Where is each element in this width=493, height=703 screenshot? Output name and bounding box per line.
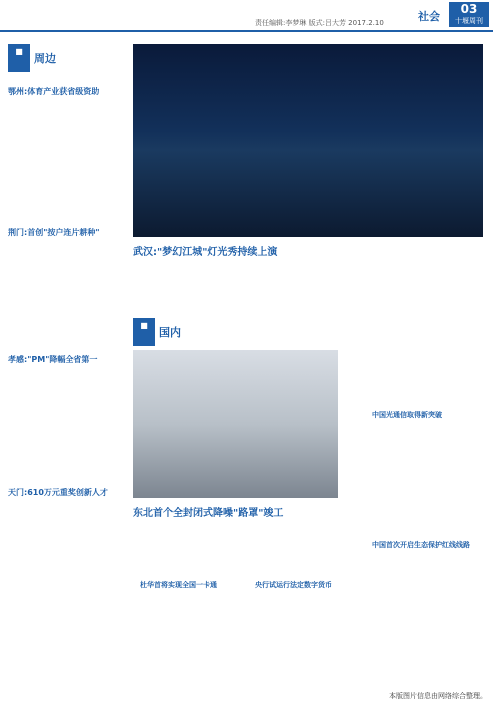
left-subhead-3: 孝感:"PM"降幅全省第一 <box>8 355 98 364</box>
page-number-box <box>449 2 489 27</box>
article-2-headline: 东北首个全封闭式降噪"路罩"竣工 <box>133 508 284 519</box>
photo-road-enclosure <box>133 350 338 498</box>
left-column <box>8 70 120 502</box>
tab-left: ■ <box>8 44 30 72</box>
tab-inner: ■ <box>133 318 155 346</box>
article-2-subhead-3: 中国光通信取得新突破 <box>372 411 442 419</box>
left-subhead-1: 鄂州:体育产业获省级资助 <box>8 87 100 96</box>
page-meta: 责任编辑:李梦琳 版式:吕大芳 2017.2.10 <box>255 19 384 27</box>
photo-night-riverfront <box>133 44 483 237</box>
page-publication: 十堰周刊 <box>455 17 483 25</box>
page-footer-note: 本版图片信息由网络综合整理。 <box>389 692 487 700</box>
left-subhead-4: 天门:610万元重奖创新人才 <box>8 488 108 497</box>
article-2-subhead-1: 杜华首将实现全国一卡通 <box>140 581 217 589</box>
left-subhead-2: 荆门:首创"按户连片耕种" <box>8 228 100 237</box>
page-header <box>0 0 493 32</box>
page-number: 03 <box>460 2 478 16</box>
article-2-subhead-4: 中国首次开启生态保护红线线路 <box>372 541 470 549</box>
article-1-headline: 武汉:"梦幻江城"灯光秀持续上演 <box>133 247 278 258</box>
section-title: 社会 <box>418 10 440 23</box>
article-2-subhead-2: 央行试运行法定数字货币 <box>255 581 332 589</box>
tab-inner-label: 国内 <box>159 326 181 339</box>
tab-left-label: 周边 <box>34 52 56 65</box>
